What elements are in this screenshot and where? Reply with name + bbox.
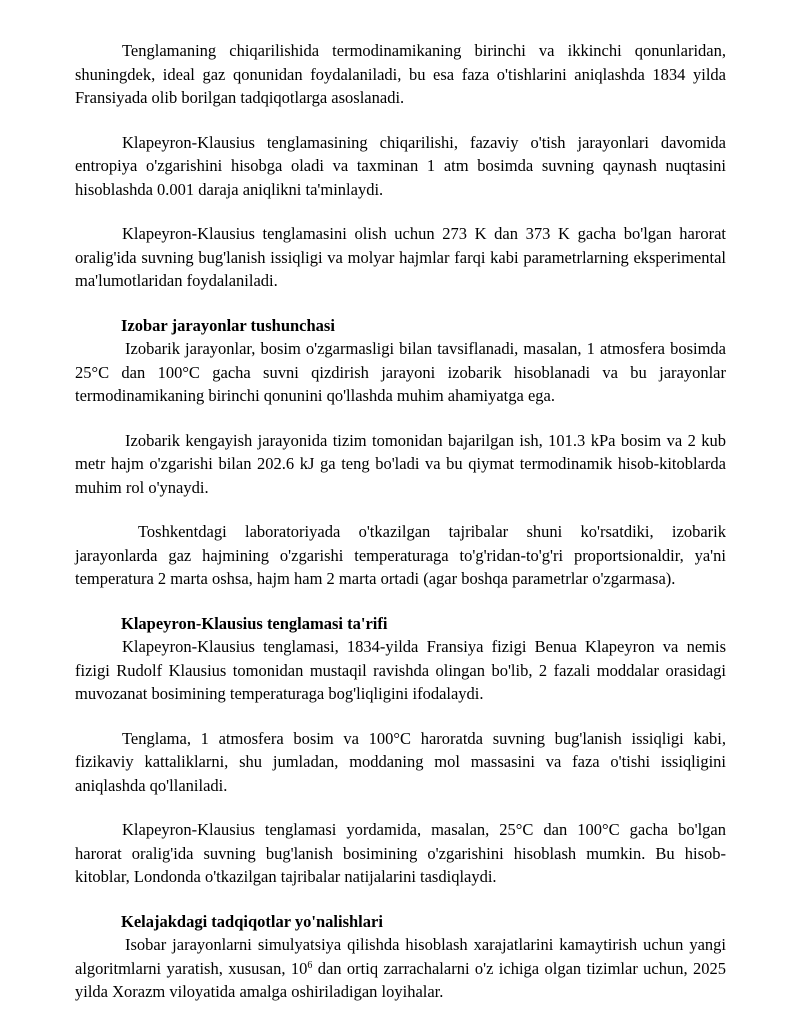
paragraph-clapeyron-calculation: Klapeyron-Klausius tenglamasi yordamida, masalan, 25°C dan 100°C gacha bo'lgan harorat oralig'ida suvning bug'lanish bosimining o'zgarishini hisoblash mumkin. Bu hisob-kitoblar, Londonda o'tkazilgan tajribalar natijalarini tasdiqlaydi.: [75, 820, 726, 886]
paragraph-tashkent-experiments: Toshkentdagi laboratoriyada o'tkazilgan tajribalar shuni ko'rsatdiki, izobarik jarayonlarda gaz hajmining o'zgarishi temperaturaga to'g'ridan-to'g'ri proportsionaldir, ya'ni temperatura 2 marta oshsa, hajm ham 2 marta ortadi (agar boshqa parametrlar o'zgarmasa).: [75, 522, 726, 588]
paragraph-future-algorithms: [75, 933, 726, 1004]
paragraph-clapeyron-application: Tenglama, 1 atmosfera bosim va 100°C haroratda suvning bug'lanish issiqligi kabi, fizikaviy kattaliklarni, shu jumladan, moddaning mol massasini va faza o'tishi issiqligini aniqlashda qo'llaniladi.: [75, 728, 726, 795]
paragraph-derivation-entropy: Klapeyron-Klausius tenglamasining chiqarilishi, fazaviy o'tish jarayonlari davomida entropiya o'zgarishini hisobga oladi va taxminan 1 atm bosimda suvning qaynash nuqtasini hisoblashda 0.001 daraja aniqlikni ta'minlaydi.: [75, 132, 726, 199]
heading-clapeyron-definition: Klapeyron-Klausius tenglamasi ta'rifi: [121, 613, 388, 633]
exponent-superscript: 6: [307, 959, 313, 971]
paragraph-future-text-end: dan ortiq zarrachalarni o'z ichiga olgan tizimlar uchun, 2025 yilda Xorazm viloyatida amalga oshiriladigan loyihalar.: [75, 958, 726, 1001]
paragraph-derivation-parameters: Klapeyron-Klausius tenglamasini olish uchun 273 K dan 373 K gacha bo'lgan harorat oralig'ida suvning bug'lanish issiqligi va molyar hajmlar farqi kabi parametrlarning eksperimental ma'lumotlaridan foydalaniladi.: [75, 224, 726, 290]
paragraph-clapeyron-history: Klapeyron-Klausius tenglamasi, 1834-yilda Fransiya fizigi Benua Klapeyron va nemis fizigi Rudolf Klausius tomonidan mustaqil ravishda olingan bo'lib, 2 fazali moddalar orasidagi muvozanat bosimining temperaturaga bog'liqligini ifodalaydi.: [75, 637, 726, 703]
heading-future-research: Kelajakdagi tadqiqotlar yo'nalishlari: [121, 911, 383, 931]
paragraph-isobaric-definition: Izobarik jarayonlar, bosim o'zgarmasligi bilan tavsiflanadi, masalan, 1 atmosfera bosimda 25°C dan 100°C gacha suvni qizdirish jarayoni izobarik hisoblanadi va bu jarayonlar termodinamikaning birinchi qonunini qo'llashda muhim ahamiyatga ega.: [75, 339, 726, 405]
heading-isobaric-concept: Izobar jarayonlar tushunchasi: [121, 315, 335, 335]
paragraph-derivation-laws: Tenglamaning chiqarilishida termodinamikaning birinchi va ikkinchi qonunlaridan, shuningdek, ideal gaz qonunidan foydalaniladi, bu esa faza o'tishlarini aniqlashda 1834 yilda Fransiyada olib borilgan tadqiqotlarga asoslanadi.: [75, 41, 726, 107]
paragraph-isobaric-work: Izobarik kengayish jarayonida tizim tomonidan bajarilgan ish, 101.3 kPa bosim va 2 kub metr hajm o'zgarishi bilan 202.6 kJ ga teng bo'ladi va bu qiymat termodinamik hisob-kitoblarda muhim rol o'ynaydi.: [75, 430, 726, 497]
document-page: [75, 39, 726, 1004]
paragraph-future-text-start: Isobar jarayonlarni simulyatsiya qilishda hisoblash xarajatlarini kamaytirish uchun yangi algoritmlarni yaratish, xususan, 10: [75, 935, 726, 978]
